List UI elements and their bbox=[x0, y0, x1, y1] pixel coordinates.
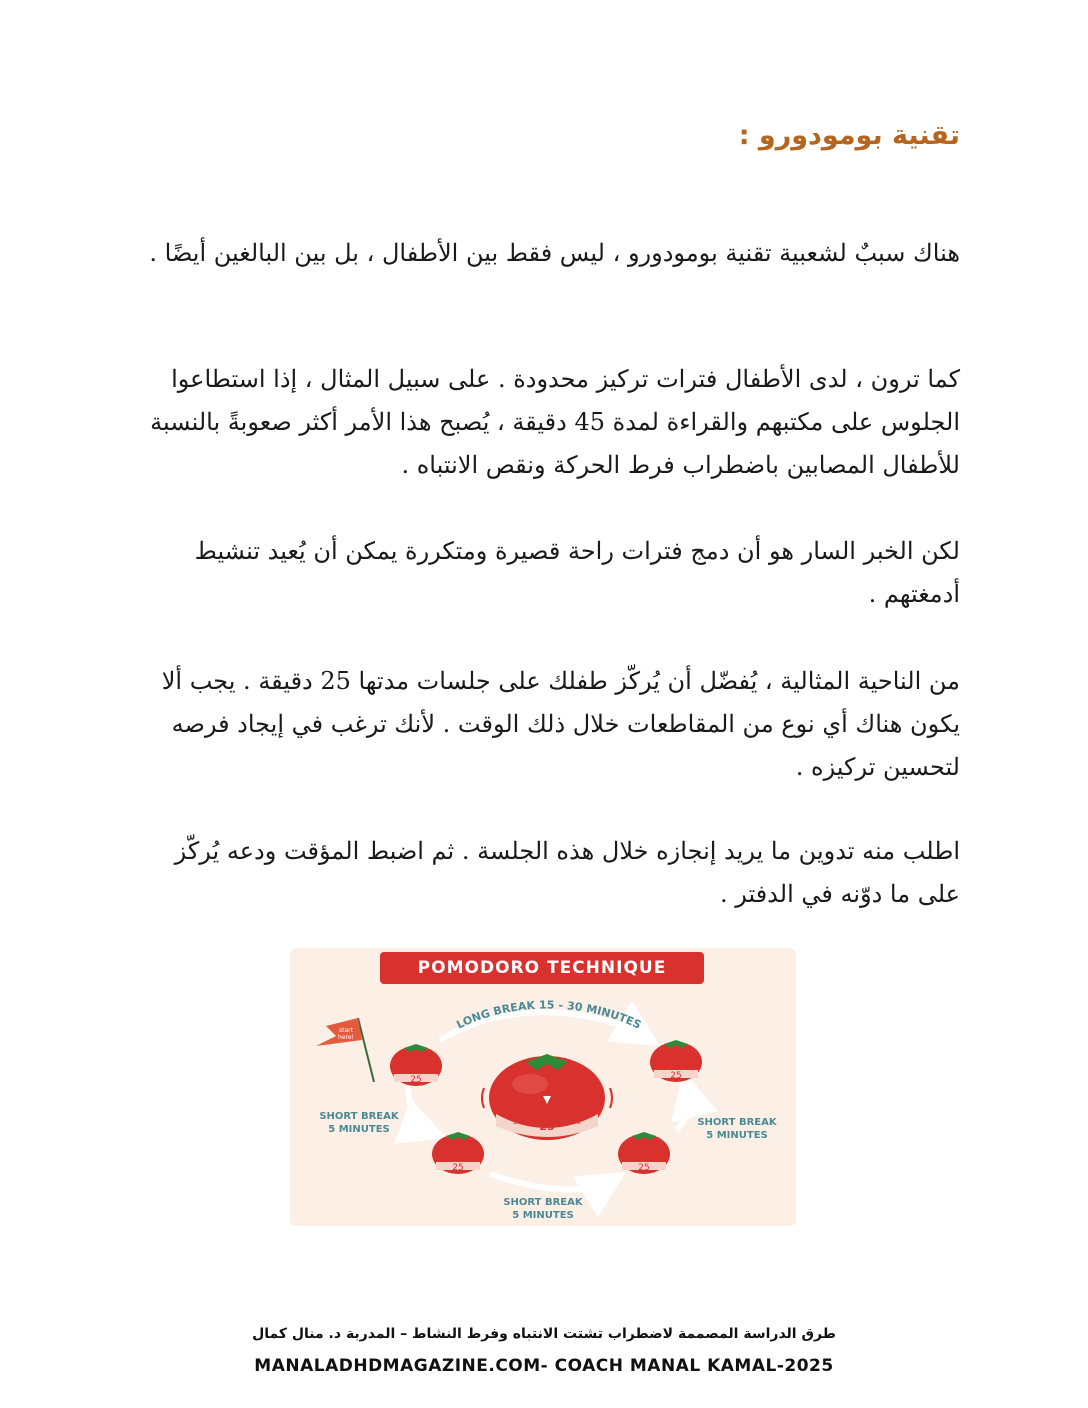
short-break-label-bottom: SHORT BREAK 5 MINUTES bbox=[503, 1197, 583, 1221]
paragraph-2: كما ترون ، لدى الأطفال فترات تركيز محدودة . على سبيل المثال ، إذا استطاعوا الجلوس على مكتبهم والقراءة لمدة 45 دقيقة ، يُصبح هذا الأمر أكثر صعوبةً بالنسبة للأطفال المصابين باضطراب فرط الحركة ونقص الانتباه . bbox=[150, 365, 960, 479]
dial-label-right: 20 bbox=[570, 1117, 582, 1126]
timer-label-bottom-right: 25 bbox=[638, 1163, 650, 1173]
flag-text-1: start bbox=[339, 1027, 353, 1034]
paragraph-5: اطلب منه تدوين ما يريد إنجازه خلال هذه الجلسة . ثم اضبط المؤقت ودعه يُركّز على ما دوّنه في الدفتر . bbox=[174, 837, 960, 908]
dial-label-center: 25 bbox=[539, 1120, 555, 1133]
flag-text-2: here! bbox=[338, 1034, 354, 1041]
dial-label-left: 30 bbox=[512, 1117, 524, 1126]
footer-website-credit: MANALADHDMAGAZINE.COM- COACH MANAL KAMAL-2025 bbox=[254, 1356, 834, 1376]
short-break-label-right: SHORT BREAK 5 MINUTES bbox=[697, 1117, 777, 1141]
pomodoro-illustration bbox=[290, 948, 796, 1226]
paragraph-3: لكن الخبر السار هو أن دمج فترات راحة قصيرة ومتكررة يمكن أن يُعيد تنشيط أدمغتهم . bbox=[194, 537, 960, 608]
paragraph-1: هناك سببٌ لشعبية تقنية بومودورو ، ليس فقط بين الأطفال ، بل بين البالغين أيضًا . bbox=[149, 239, 960, 267]
pomodoro-cycle-diagram bbox=[290, 948, 796, 1226]
figure-title-banner: POMODORO TECHNIQUE bbox=[380, 952, 704, 984]
timer-label-top-left: 25 bbox=[410, 1075, 422, 1085]
long-break-label: LONG BREAK 15 - 30 MINUTES bbox=[454, 998, 644, 1032]
footer-arabic-caption: طرق الدراسة المصممة لاضطراب تشتت الانتباه وفرط النشاط – المدربة د. منال كمال bbox=[252, 1326, 836, 1342]
paragraph-4: من الناحية المثالية ، يُفضّل أن يُركّز طفلك على جلسات مدتها 25 دقيقة . يجب ألا يكون هناك أي نوع من المقاطعات خلال ذلك الوقت . لأنك ترغب في إيجاد فرصه لتحسين تركيزه . bbox=[161, 667, 960, 781]
section-heading: تقنية بومودورو : bbox=[738, 120, 960, 151]
timer-label-top-right: 25 bbox=[670, 1071, 682, 1081]
timer-label-bottom-left: 25 bbox=[452, 1163, 464, 1173]
short-break-label-left: SHORT BREAK 5 MINUTES bbox=[319, 1111, 399, 1135]
short-break-arrow-bottom bbox=[490, 1174, 616, 1190]
